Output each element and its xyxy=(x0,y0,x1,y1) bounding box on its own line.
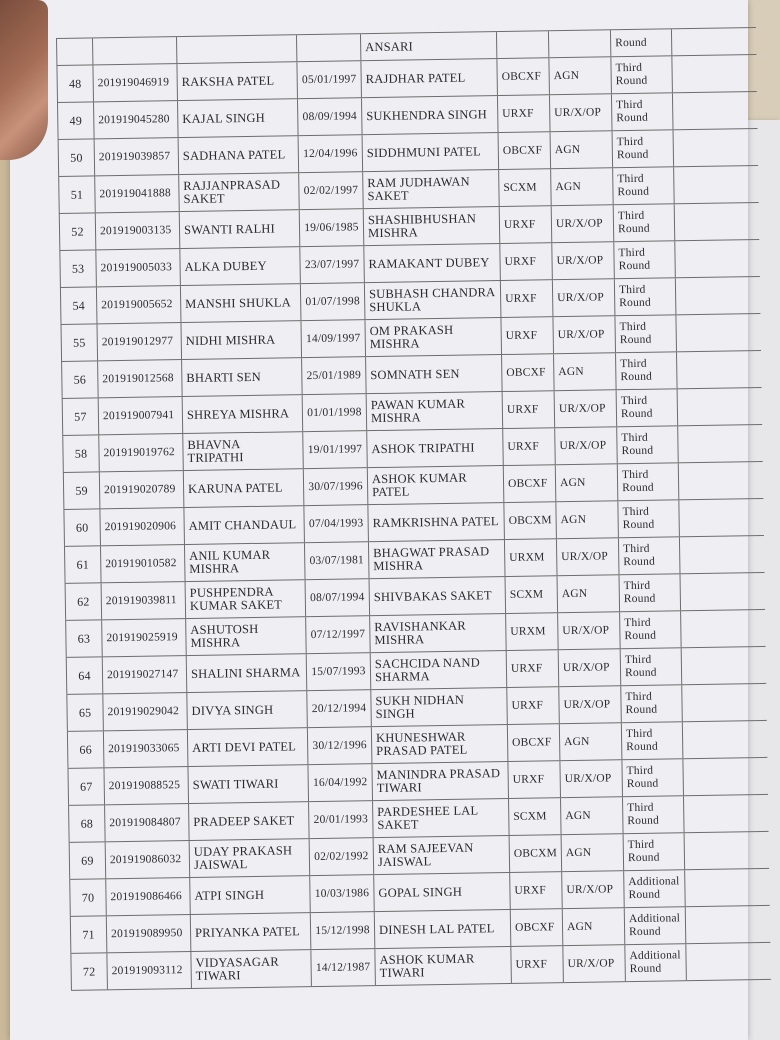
name-cell: ANIL KUMAR MISHRA xyxy=(184,543,305,581)
father-cell: KHUNESHWAR PRASAD PATEL xyxy=(371,725,508,763)
dob-cell: 02/02/1992 xyxy=(309,838,374,875)
dob-cell: 07/04/1993 xyxy=(303,505,368,542)
category-cell: SCXM xyxy=(498,169,551,206)
name-cell: SHALINI SHARMA xyxy=(186,654,307,692)
category-cell: URXF xyxy=(499,243,552,280)
reg-cell: 201919020906 xyxy=(99,508,184,545)
round-cell: Additional Round xyxy=(624,944,687,981)
category-cell: URXF xyxy=(507,761,560,798)
round-cell: Third Round xyxy=(621,722,684,759)
allotted-cell: AGN xyxy=(557,575,620,612)
round-cell: Third Round xyxy=(613,204,676,241)
reg-cell: 201919027147 xyxy=(102,656,187,693)
dob-cell: 14/12/1987 xyxy=(310,949,375,986)
name-cell: MANSHI SHUKLA xyxy=(180,284,301,322)
reg-cell: 201919012568 xyxy=(97,360,182,397)
name-cell: VIDYASAGAR TIWARI xyxy=(190,950,311,988)
father-cell: SUKHENDRA SINGH xyxy=(361,96,498,134)
name-cell: SWANTI RALHI xyxy=(179,210,300,248)
category-cell: OBCXF xyxy=(503,465,556,502)
reg-cell: 201919093112 xyxy=(106,952,191,989)
category-cell: URXF xyxy=(509,872,562,909)
father-cell: SHIVBAKAS SAKET xyxy=(369,577,506,615)
allotted-cell: AGN xyxy=(548,57,611,94)
father-cell: SOMNATH SEN xyxy=(365,355,502,393)
father-cell: SHASHIBHUSHAN MISHRA xyxy=(363,207,500,245)
allotted-cell: UR/X/OP xyxy=(551,205,614,242)
father-cell: RAM SAJEEVAN JAISWAL xyxy=(373,836,510,874)
sn-cell: 59 xyxy=(63,472,100,509)
dob-cell: 12/04/1996 xyxy=(298,135,363,172)
round-cell: Third Round xyxy=(620,648,683,685)
reg-cell: 201919005033 xyxy=(95,249,180,286)
father-cell: RAMKRISHNA PATEL xyxy=(367,503,504,541)
dob-cell: 15/12/1998 xyxy=(310,912,375,949)
reg-cell: 201919003135 xyxy=(95,212,180,249)
reg-cell: 201919007941 xyxy=(98,397,183,434)
category-cell: URXF xyxy=(499,206,552,243)
reg-cell: 201919029042 xyxy=(102,693,187,730)
dob-cell: 16/04/1992 xyxy=(307,764,372,801)
father-cell: SUKH NIDHAN SINGH xyxy=(370,688,507,726)
reg-cell: 201919025919 xyxy=(101,619,186,656)
father-cell: PARDESHEE LAL SAKET xyxy=(372,799,509,837)
category-cell: URXF xyxy=(500,280,553,317)
category-cell: URXF xyxy=(497,95,550,132)
name-cell: SADHANA PATEL xyxy=(178,136,299,174)
dob-cell: 19/01/1997 xyxy=(302,431,367,468)
category-cell: URXF xyxy=(506,687,559,724)
father-cell: RAJDHAR PATEL xyxy=(360,59,497,97)
allotted-cell: UR/X/OP xyxy=(557,612,620,649)
father-cell: GOPAL SINGH xyxy=(373,873,510,911)
sn-cell: 61 xyxy=(64,546,101,583)
name-cell: UDAY PRAKASH JAISWAL xyxy=(189,839,310,877)
round-cell: Third Round xyxy=(622,796,685,833)
name-cell: ALKA DUBEY xyxy=(179,247,300,285)
reg-cell: 201919039811 xyxy=(101,582,186,619)
category-cell: URXM xyxy=(504,539,557,576)
category-cell: URXF xyxy=(506,650,559,687)
father-cell: DINESH LAL PATEL xyxy=(374,910,511,948)
name-cell xyxy=(176,35,296,63)
father-cell: RAMAKANT DUBEY xyxy=(363,244,500,282)
reg-cell: 201919084807 xyxy=(104,804,189,841)
allotted-cell: UR/X/OP xyxy=(551,242,614,279)
allotted-cell: AGN xyxy=(562,908,625,945)
allotted-cell: UR/X/OP xyxy=(561,871,624,908)
round-cell: Third Round xyxy=(610,56,673,93)
reg-cell: 201919020789 xyxy=(99,471,184,508)
sn-cell: 53 xyxy=(59,250,96,287)
father-cell: MANINDRA PRASAD TIWARI xyxy=(371,762,508,800)
allotted-cell: AGN xyxy=(550,168,613,205)
reg-cell xyxy=(92,37,176,64)
allotted-cell: UR/X/OP xyxy=(556,538,619,575)
allotted-cell: UR/X/OP xyxy=(559,760,622,797)
sn-cell: 67 xyxy=(67,768,104,805)
category-cell: URXF xyxy=(500,317,553,354)
dob-cell: 02/02/1997 xyxy=(298,172,363,209)
sn-cell: 48 xyxy=(56,65,93,102)
dob-cell: 23/07/1997 xyxy=(299,246,364,283)
reg-cell: 201919045280 xyxy=(93,101,178,138)
round-cell: Third Round xyxy=(611,93,674,130)
sn-cell: 57 xyxy=(62,398,99,435)
candidate-table xyxy=(56,27,771,1000)
round-cell: Third Round xyxy=(612,167,675,204)
reg-cell: 201919086466 xyxy=(105,878,190,915)
round-cell: Round xyxy=(610,29,672,56)
allotted-cell: UR/X/OP xyxy=(558,686,621,723)
sn-cell xyxy=(56,38,92,65)
round-cell: Additional Round xyxy=(623,870,686,907)
name-cell: AMIT CHANDAUL xyxy=(183,506,304,544)
reg-cell: 201919039857 xyxy=(94,138,179,175)
dob-cell: 30/07/1996 xyxy=(303,468,368,505)
father-cell: ANSARI xyxy=(360,32,496,60)
name-cell: KARUNA PATEL xyxy=(183,469,304,507)
dob-cell: 08/07/1994 xyxy=(305,579,370,616)
allotted-cell: UR/X/OP xyxy=(549,94,612,131)
sn-cell: 51 xyxy=(58,176,95,213)
name-cell: PRIYANKA PATEL xyxy=(190,913,311,951)
allotted-cell: UR/X/OP xyxy=(562,945,625,982)
sn-cell: 62 xyxy=(65,583,102,620)
round-cell: Third Round xyxy=(618,537,681,574)
category-cell: OBCXM xyxy=(509,835,562,872)
dob-cell: 25/01/1989 xyxy=(301,357,366,394)
sn-cell: 64 xyxy=(66,657,103,694)
category-cell xyxy=(496,31,548,58)
sn-cell: 69 xyxy=(69,842,106,879)
reg-cell: 201919019762 xyxy=(98,434,183,471)
name-cell: NIDHI MISHRA xyxy=(180,321,301,359)
allotted-cell: UR/X/OP xyxy=(554,390,617,427)
category-cell: URXM xyxy=(505,613,558,650)
category-cell: OBCXM xyxy=(503,502,556,539)
reg-cell: 201919033065 xyxy=(103,730,188,767)
name-cell: BHARTI SEN xyxy=(181,358,302,396)
sn-cell: 50 xyxy=(58,139,95,176)
finger-holding-paper xyxy=(0,0,48,160)
document-page xyxy=(10,0,748,1040)
category-cell: SCXM xyxy=(508,798,561,835)
name-cell: RAJJANPRASAD SAKET xyxy=(178,173,299,211)
dob-cell: 08/09/1994 xyxy=(297,98,362,135)
sn-cell: 52 xyxy=(59,213,96,250)
name-cell: KAJAL SINGH xyxy=(177,99,298,137)
sn-cell: 71 xyxy=(70,916,107,953)
round-cell: Third Round xyxy=(623,833,686,870)
reg-cell: 201919089950 xyxy=(106,915,191,952)
category-cell: OBCXF xyxy=(498,132,551,169)
father-cell: SIDDHMUNI PATEL xyxy=(362,133,499,171)
dob-cell: 20/01/1993 xyxy=(308,801,373,838)
sn-cell: 56 xyxy=(61,361,98,398)
name-cell: BHAVNA TRIPATHI xyxy=(182,432,303,470)
round-cell: Third Round xyxy=(616,426,679,463)
reg-cell: 201919041888 xyxy=(94,175,179,212)
sn-cell: 60 xyxy=(63,509,100,546)
round-cell: Third Round xyxy=(619,611,682,648)
dob-cell: 30/12/1996 xyxy=(307,727,372,764)
father-cell: RAM JUDHAWAN SAKET xyxy=(362,170,499,208)
father-cell: SUBHASH CHANDRA SHUKLA xyxy=(364,281,501,319)
dob-cell: 10/03/1986 xyxy=(309,875,374,912)
round-cell: Third Round xyxy=(613,241,676,278)
allotted-cell xyxy=(548,30,610,57)
category-cell: OBCXF xyxy=(507,724,560,761)
dob-cell: 20/12/1994 xyxy=(306,690,371,727)
name-cell: PUSHPENDRA KUMAR SAKET xyxy=(185,580,306,618)
dob-cell: 03/07/1981 xyxy=(304,542,369,579)
round-cell: Third Round xyxy=(617,463,680,500)
name-cell: ATPI SINGH xyxy=(189,876,310,914)
category-cell: OBCXF xyxy=(510,909,563,946)
category-cell: URXF xyxy=(502,428,555,465)
father-cell: OM PRAKASH MISHRA xyxy=(364,318,501,356)
allotted-cell: UR/X/OP xyxy=(552,316,615,353)
dob-cell: 01/07/1998 xyxy=(300,283,365,320)
sn-cell: 49 xyxy=(57,102,94,139)
name-cell: ASHUTOSH MISHRA xyxy=(185,617,306,655)
allotted-cell: AGN xyxy=(555,464,618,501)
round-cell: Third Round xyxy=(621,759,684,796)
sn-cell: 63 xyxy=(65,620,102,657)
round-cell: Third Round xyxy=(616,389,679,426)
round-cell: Third Round xyxy=(619,574,682,611)
name-cell: ARTI DEVI PATEL xyxy=(187,728,308,766)
category-cell: OBCXF xyxy=(496,58,549,95)
category-cell: OBCXF xyxy=(501,354,554,391)
dob-cell: 14/09/1997 xyxy=(300,320,365,357)
reg-cell: 201919046919 xyxy=(92,64,177,101)
father-cell: PAWAN KUMAR MISHRA xyxy=(366,392,503,430)
father-cell: SACHCIDA NAND SHARMA xyxy=(370,651,507,689)
round-cell: Additional Round xyxy=(624,907,687,944)
category-cell: URXF xyxy=(502,391,555,428)
reg-cell: 201919012977 xyxy=(97,323,182,360)
round-cell: Third Round xyxy=(615,352,678,389)
father-cell: ASHOK KUMAR TIWARI xyxy=(374,947,511,985)
father-cell: RAVISHANKAR MISHRA xyxy=(369,614,506,652)
sn-cell: 58 xyxy=(62,435,99,472)
category-cell: URXF xyxy=(510,946,563,983)
father-cell: ASHOK TRIPATHI xyxy=(366,429,503,467)
sn-cell: 68 xyxy=(68,805,105,842)
dob-cell: 15/07/1993 xyxy=(306,653,371,690)
sn-cell: 54 xyxy=(60,287,97,324)
round-cell: Third Round xyxy=(614,315,677,352)
name-cell: DIVYA SINGH xyxy=(186,691,307,729)
dob-cell: 19/06/1985 xyxy=(299,209,364,246)
allotted-cell: AGN xyxy=(555,501,618,538)
round-cell: Third Round xyxy=(617,500,680,537)
round-cell: Third Round xyxy=(614,278,677,315)
father-cell: ASHOK KUMAR PATEL xyxy=(367,466,504,504)
name-cell: SHREYA MISHRA xyxy=(182,395,303,433)
reg-cell: 201919005652 xyxy=(96,286,181,323)
sn-cell: 65 xyxy=(66,694,103,731)
reg-cell: 201919010582 xyxy=(100,545,185,582)
round-cell: Third Round xyxy=(612,130,675,167)
name-cell: RAKSHA PATEL xyxy=(176,62,297,100)
father-cell: BHAGWAT PRASAD MISHRA xyxy=(368,540,505,578)
allotted-cell: AGN xyxy=(561,834,624,871)
round-cell: Third Round xyxy=(620,685,683,722)
allotted-cell: UR/X/OP xyxy=(552,279,615,316)
allotted-cell: AGN xyxy=(550,131,613,168)
category-cell: SCXM xyxy=(505,576,558,613)
allotted-cell: AGN xyxy=(560,797,623,834)
reg-cell: 201919086032 xyxy=(105,841,190,878)
allotted-cell: AGN xyxy=(559,723,622,760)
sn-cell: 55 xyxy=(61,324,98,361)
dob-cell: 05/01/1997 xyxy=(296,61,361,98)
dob-cell: 01/01/1998 xyxy=(302,394,367,431)
allotted-cell: UR/X/OP xyxy=(554,427,617,464)
name-cell: PRADEEP SAKET xyxy=(188,802,309,840)
name-cell: SWATI TIWARI xyxy=(187,765,308,803)
dob-cell: 07/12/1997 xyxy=(305,616,370,653)
dob-cell xyxy=(296,34,360,61)
reg-cell: 201919088525 xyxy=(103,767,188,804)
sn-cell: 70 xyxy=(69,879,106,916)
allotted-cell: AGN xyxy=(553,353,616,390)
sn-cell: 66 xyxy=(67,731,104,768)
sn-cell: 72 xyxy=(70,953,107,990)
allotted-cell: UR/X/OP xyxy=(558,649,621,686)
